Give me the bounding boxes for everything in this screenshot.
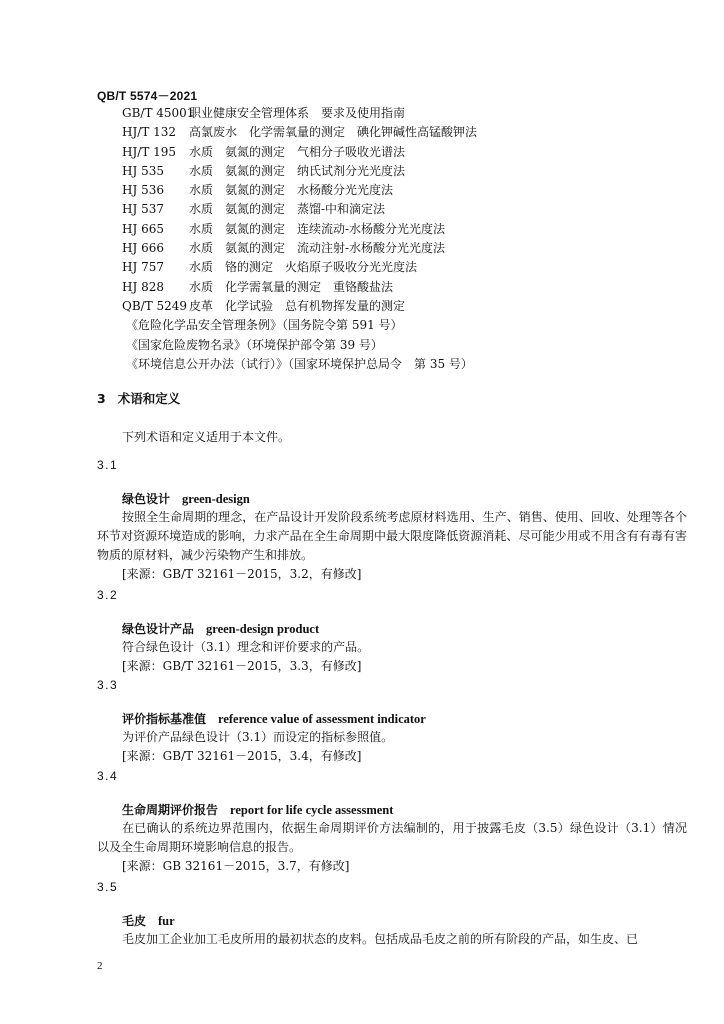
term-definition: 为评价产品绿色设计（3.1）而设定的指标参照值。 — [122, 730, 394, 744]
reference-code: HJ 757 — [122, 260, 164, 275]
term-chinese: 毛皮 — [122, 914, 147, 928]
term-source: [来源：GB/T 32161－2015，3.4，有修改] — [122, 749, 362, 763]
reference-item — [122, 297, 682, 316]
term-english: fur — [158, 914, 175, 928]
section-intro: 下列术语和定义适用于本文件。 — [122, 430, 291, 444]
reference-code: HJ 665 — [122, 221, 164, 236]
term-heading — [97, 912, 687, 930]
reference-code: HJ 536 — [122, 183, 164, 198]
term-english: green-design product — [206, 622, 320, 636]
term-entry — [97, 880, 687, 949]
term-source: [来源：GB 32161－2015，3.7，有修改] — [122, 859, 350, 873]
term-number: 3.4 — [97, 769, 119, 783]
term-source: [来源：GB/T 32161－2015，3.2，有修改] — [122, 567, 362, 581]
reference-item — [122, 181, 682, 200]
reference-title: 水质 氨氮的测定 纳氏试剂分光光度法 — [189, 163, 406, 178]
regulation-item: 《环境信息公开办法（试行）》（国家环境保护总局令 第 35 号） — [126, 356, 473, 371]
section-number: 3 — [97, 391, 106, 406]
standard-code-header: QB/T 5574－2021 — [97, 89, 198, 103]
reference-title: 水质 氨氮的测定 蒸馏-中和滴定法 — [189, 202, 386, 217]
term-definition: 按照全生命周期的理念，在产品设计开发阶段系统考虑原材料选用、生产、销售、使用、回收、处理等各个环节对资源环境造成的影响，力求产品在全生命周期中最大限度降低资源消耗、尽可能少用或不用含有有毒有害物质的原材料，减少污染物产生和排放。 — [97, 510, 687, 562]
reference-code: HJ 537 — [122, 202, 164, 217]
reference-item — [122, 200, 682, 219]
reference-item — [122, 278, 682, 297]
reference-item — [122, 104, 682, 123]
reference-item — [122, 143, 682, 162]
section-title: 术语和定义 — [117, 391, 181, 406]
term-chinese: 绿色设计产品 — [122, 622, 195, 636]
term-english: green-design — [182, 492, 250, 506]
reference-title: 水质 氨氮的测定 连续流动-水杨酸分光光度法 — [189, 221, 446, 236]
term-english: report for life cycle assessment — [230, 803, 394, 817]
term-number: 3.1 — [97, 458, 119, 472]
reference-title: 水质 化学需氧量的测定 重铬酸盐法 — [189, 279, 394, 294]
term-entry — [97, 678, 687, 766]
term-definition: 毛皮加工企业加工毛皮所用的最初状态的皮料。包括成品毛皮之前的所有阶段的产品，如生皮、已 — [122, 932, 639, 946]
reference-item — [122, 220, 682, 239]
regulations-list — [122, 316, 682, 374]
term-chinese: 生命周期评价报告 — [122, 803, 219, 817]
section-heading — [97, 389, 180, 407]
reference-item — [122, 123, 682, 142]
reference-title: 高氯废水 化学需氧量的测定 碘化钾碱性高锰酸钾法 — [189, 125, 478, 140]
term-number: 3.2 — [97, 588, 119, 602]
term-entry — [97, 458, 687, 584]
term-heading — [97, 490, 687, 508]
term-english: reference value of assessment indicator — [218, 712, 426, 726]
reference-item — [122, 239, 682, 258]
reference-code: HJ 828 — [122, 279, 164, 294]
reference-title: 水质 铬的测定 火焰原子吸收分光光度法 — [189, 260, 418, 275]
reference-title: 水质 氨氮的测定 流动注射-水杨酸分光光度法 — [189, 241, 446, 256]
reference-code: HJ/T 195 — [122, 144, 177, 159]
reference-code: HJ 535 — [122, 163, 164, 178]
term-heading — [97, 710, 687, 728]
regulation-item: 《国家危险废物名录》（环境保护部令第 39 号） — [126, 337, 383, 352]
reference-title: 水质 氨氮的测定 气相分子吸收光谱法 — [189, 144, 406, 159]
term-source: [来源：GB/T 32161－2015，3.3，有修改] — [122, 659, 362, 673]
reference-code: HJ/T 132 — [122, 125, 177, 140]
term-entry — [97, 588, 687, 676]
reference-title: 皮革 化学试验 总有机物挥发量的测定 — [189, 298, 406, 313]
term-chinese: 评价指标基准值 — [122, 712, 207, 726]
term-entry — [97, 769, 687, 876]
page-number: 2 — [97, 960, 103, 972]
regulation-item: 《危险化学品安全管理条例》（国务院令第 591 号） — [126, 318, 403, 333]
term-heading — [97, 620, 687, 638]
reference-item — [122, 162, 682, 181]
term-number: 3.3 — [97, 678, 119, 692]
reference-code: HJ 666 — [122, 241, 164, 256]
reference-code: GB/T 45001 — [122, 106, 195, 120]
normative-references-list — [122, 104, 682, 374]
reference-title: 水质 氨氮的测定 水杨酸分光光度法 — [189, 183, 394, 198]
reference-item — [122, 258, 682, 277]
reference-title: 职业健康安全管理体系 要求及使用指南 — [189, 106, 406, 120]
term-chinese: 绿色设计 — [122, 492, 171, 506]
term-definition: 符合绿色设计（3.1）理念和评价要求的产品。 — [122, 640, 370, 654]
reference-code: QB/T 5249 — [122, 298, 188, 313]
term-number: 3.5 — [97, 880, 119, 894]
term-heading — [97, 801, 687, 819]
term-definition: 在已确认的系统边界范围内，依据生命周期评价方法编制的，用于披露毛皮（3.5）绿色设计（3.1）情况以及全生命周期环境影响信息的报告。 — [97, 821, 687, 854]
